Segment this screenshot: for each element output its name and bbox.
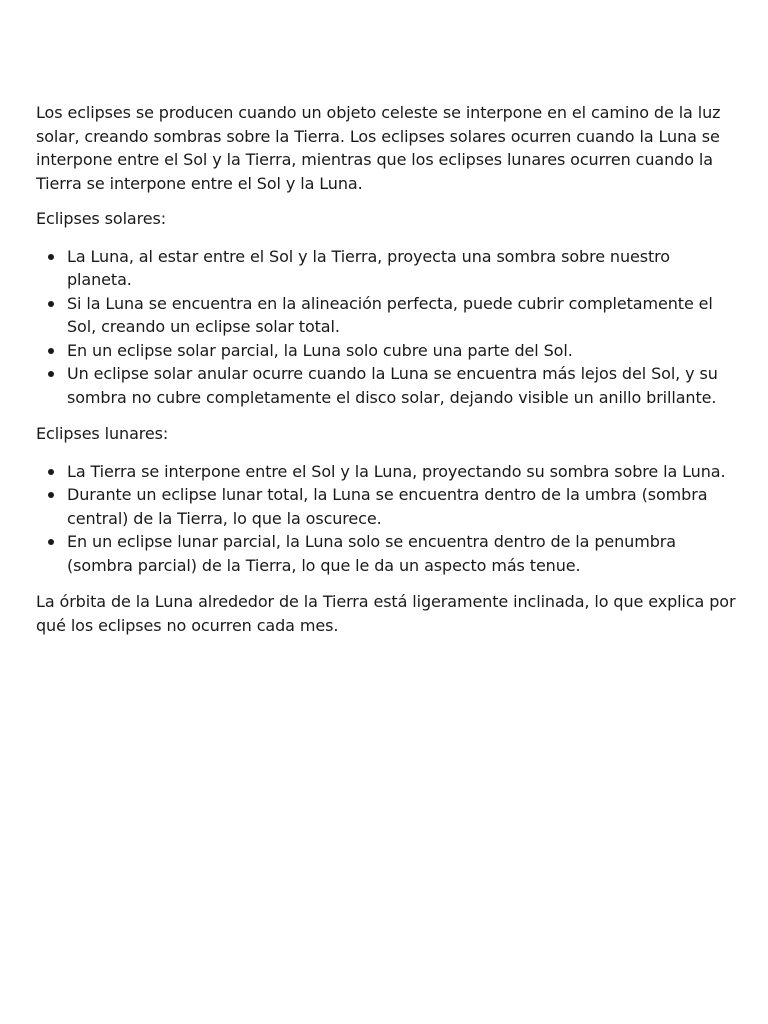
lunar-eclipses-heading: Eclipses lunares:	[36, 424, 169, 443]
list-item	[36, 530, 736, 577]
bullet-icon	[48, 348, 54, 354]
list-item	[36, 362, 736, 409]
bullet-icon	[48, 492, 54, 498]
intro-paragraph: Los eclipses se producen cuando un objeto celeste se interpone en el camino de la luz solar, creando sombras sobre la Tierra. Los eclipses solares ocurren cuando la Luna se interpone entre el Sol y la Tierra, mientras que los eclipses lunares ocurren cuando la Tierra se interpone entre el Sol y la Luna.	[36, 103, 721, 193]
list-item	[36, 339, 736, 363]
bullet-icon	[48, 371, 54, 377]
document-page	[36, 101, 736, 637]
list-item	[36, 460, 736, 484]
bullet-icon	[48, 301, 54, 307]
closing-paragraph: La órbita de la Luna alrededor de la Tierra está ligeramente inclinada, lo que explica por qué los eclipses no ocurren cada mes.	[36, 592, 736, 635]
list-item-text: Un eclipse solar anular ocurre cuando la Luna se encuentra más lejos del Sol, y su sombra no cubre completamente el disco solar, dejando visible un anillo brillante.	[67, 364, 718, 407]
solar-eclipses-heading: Eclipses solares:	[36, 209, 167, 228]
list-item-text: Si la Luna se encuentra en la alineación perfecta, puede cubrir completamente el Sol, creando un eclipse solar total.	[67, 293, 713, 336]
list-item-text: En un eclipse lunar parcial, la Luna solo se encuentra dentro de la penumbra (sombra parcial) de la Tierra, lo que le da un aspecto más tenue.	[67, 532, 676, 575]
solar-eclipses-list	[36, 245, 736, 410]
list-item-text: La Tierra se interpone entre el Sol y la Luna, proyectando su sombra sobre la Luna.	[67, 461, 726, 481]
list-item	[36, 292, 736, 339]
list-item-text: En un eclipse solar parcial, la Luna solo cubre una parte del Sol.	[67, 340, 573, 360]
list-item	[36, 483, 736, 530]
list-item-text: La Luna, al estar entre el Sol y la Tierra, proyecta una sombra sobre nuestro planeta.	[67, 246, 670, 289]
bullet-icon	[48, 254, 54, 260]
lunar-eclipses-list	[36, 460, 736, 578]
bullet-icon	[48, 539, 54, 545]
bullet-icon	[48, 469, 54, 475]
list-item	[36, 245, 736, 292]
list-item-text: Durante un eclipse lunar total, la Luna se encuentra dentro de la umbra (sombra central) de la Tierra, lo que la oscurece.	[67, 485, 708, 528]
